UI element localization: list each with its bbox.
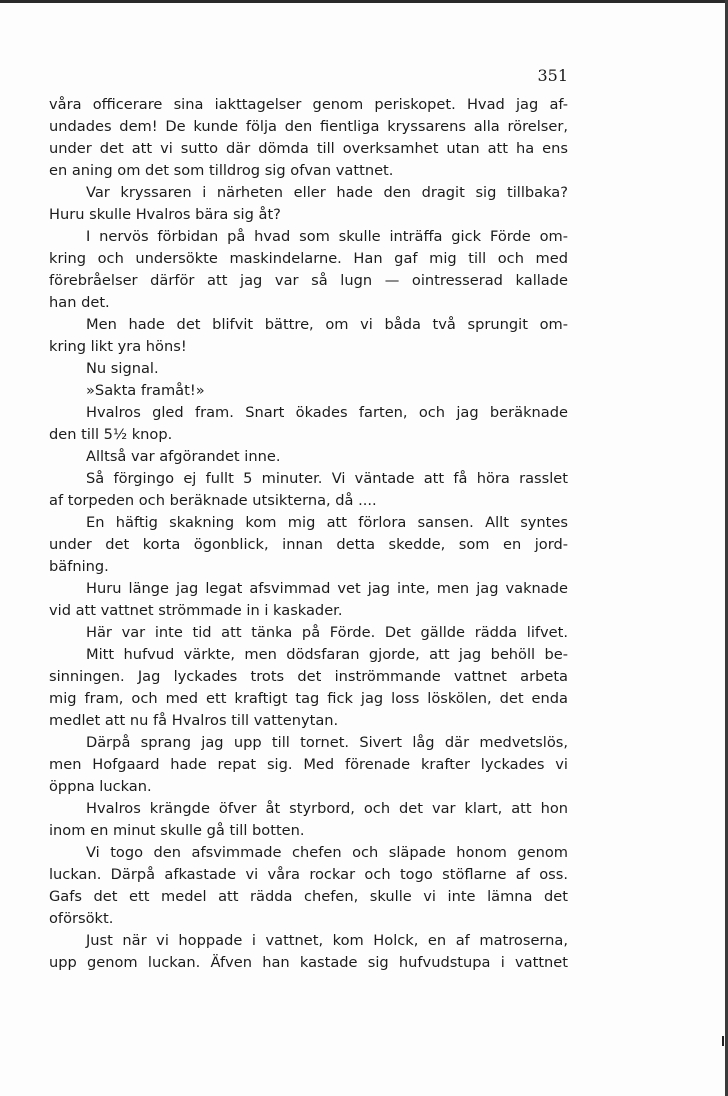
text-line: en aning om det som tilldrog sig ofvan vattnet.	[49, 162, 394, 179]
text-line: Så förgingo ej fullt 5 minuter. Vi väntade att få höra rasslet	[86, 470, 568, 487]
text-line: medlet att nu få Hvalros till vattenytan.	[49, 712, 339, 729]
body-text	[49, 94, 568, 974]
text-line: upp genom luckan. Äfven han kastade sig hufvudstupa i vattnet	[49, 954, 568, 971]
text-line: Gafs det ett medel att rädda chefen, skulle vi inte lämna det	[49, 888, 568, 905]
margin-mark	[722, 1036, 724, 1046]
text-line: Nu signal.	[86, 360, 159, 377]
text-line: han det.	[49, 294, 110, 311]
text-line: sinningen. Jag lyckades trots det inströmmande vattnet arbeta	[49, 668, 568, 685]
text-line: den till 5½ knop.	[49, 426, 173, 443]
text-line: mig fram, och med ett kraftigt tag fick jag loss löskölen, det enda	[49, 690, 568, 707]
text-line: undades dem! De kunde följa den fientliga kryssarens alla rörelser,	[49, 118, 568, 135]
text-line: Huru länge jag legat afsvimmad vet jag inte, men jag vaknade	[86, 580, 568, 597]
text-line: kring likt yra höns!	[49, 338, 187, 355]
page-number: 351	[537, 66, 568, 85]
text-line: Alltså var afgörandet inne.	[86, 448, 281, 465]
text-line: »Sakta framåt!»	[86, 382, 205, 399]
text-line: af torpeden och beräknade utsikterna, då ....	[49, 492, 377, 509]
text-line: I nervös förbidan på hvad som skulle inträffa gick Förde om-	[86, 228, 568, 245]
text-line: under det korta ögonblick, innan detta skedde, som en jord-	[49, 536, 568, 553]
text-line: bäfning.	[49, 558, 109, 575]
text-line: men Hofgaard hade repat sig. Med förenade krafter lyckades vi	[49, 756, 568, 773]
text-line: Var kryssaren i närheten eller hade den dragit sig tillbaka?	[86, 184, 568, 201]
text-line: En häftig skakning kom mig att förlora sansen. Allt syntes	[86, 514, 568, 531]
text-line: våra officerare sina iakttagelser genom periskopet. Hvad jag af-	[49, 96, 568, 113]
scan-top-edge	[0, 0, 728, 3]
text-line: öppna luckan.	[49, 778, 152, 795]
text-line: Men hade det blifvit bättre, om vi båda två sprungit om-	[86, 316, 568, 333]
text-line: vid att vattnet strömmade in i kaskader.	[49, 602, 343, 619]
text-line: förebråelser därför att jag var så lugn — ointresserad kallade	[49, 272, 568, 289]
text-line: Hvalros gled fram. Snart ökades farten, och jag beräknade	[86, 404, 568, 421]
text-line: Därpå sprang jag upp till tornet. Sivert låg där medvetslös,	[86, 734, 568, 751]
text-line: oförsökt.	[49, 910, 114, 927]
text-line: luckan. Därpå afkastade vi våra rockar och togo stöflarne af oss.	[49, 866, 568, 883]
text-line: Mitt hufvud värkte, men dödsfaran gjorde, att jag behöll be-	[86, 646, 568, 663]
text-line: Just när vi hoppade i vattnet, kom Holck, en af matroserna,	[86, 932, 568, 949]
text-line: inom en minut skulle gå till botten.	[49, 822, 305, 839]
text-line: Hvalros krängde öfver åt styrbord, och det var klart, att hon	[86, 800, 568, 817]
text-line: Här var inte tid att tänka på Förde. Det gällde rädda lifvet.	[86, 624, 568, 641]
text-line: kring och undersökte maskindelarne. Han gaf mig till och med	[49, 250, 568, 267]
text-line: under det att vi sutto där dömda till overksamhet utan att ha ens	[49, 140, 568, 157]
text-line: Vi togo den afsvimmade chefen och släpade honom genom	[86, 844, 568, 861]
text-line: Huru skulle Hvalros bära sig åt?	[49, 206, 281, 223]
